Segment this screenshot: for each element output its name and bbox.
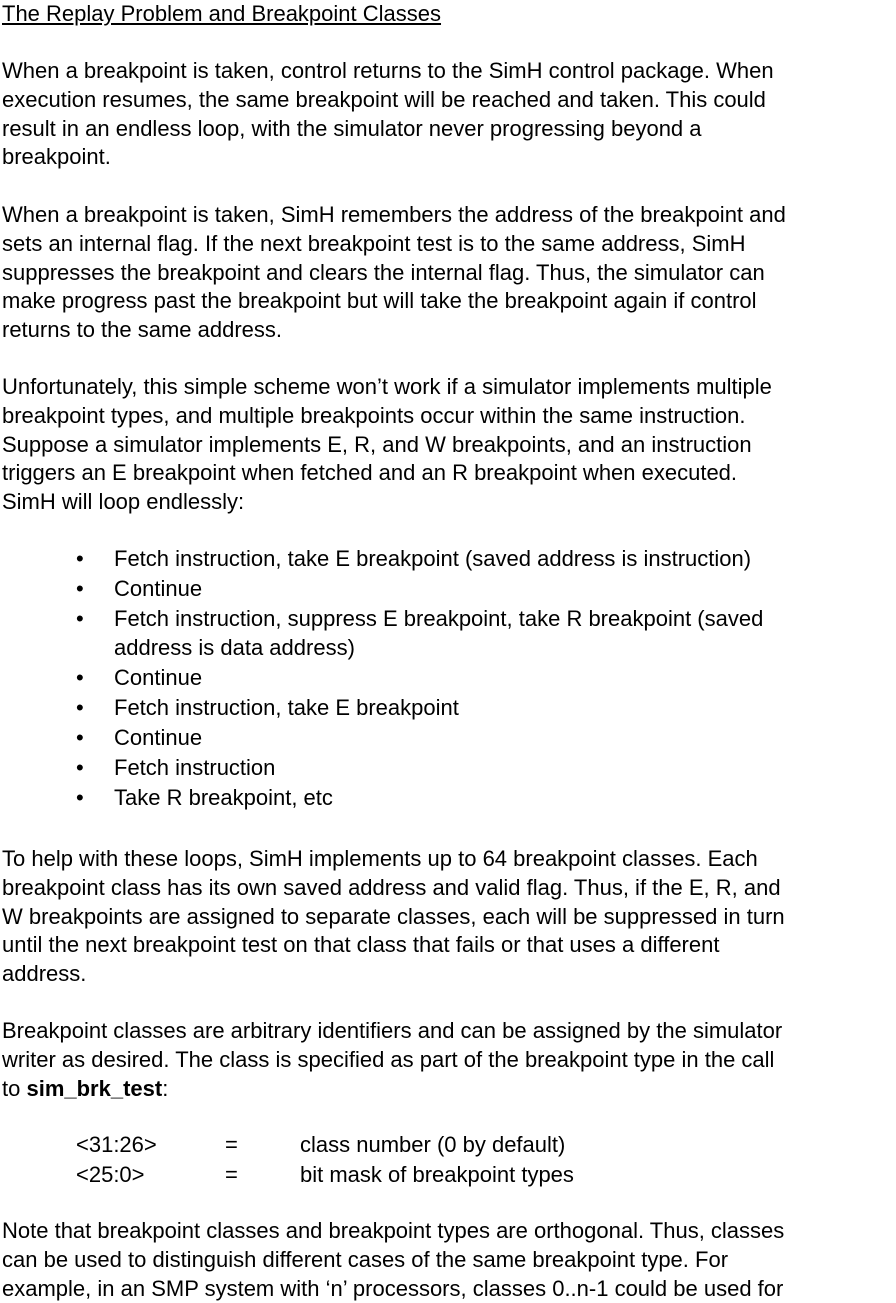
text-line: When a breakpoint is taken, control returns to the SimH control package. When [2, 58, 774, 83]
bullet-icon: • [76, 785, 84, 811]
list-item [0, 694, 896, 723]
paragraph-class-identifiers [2, 1017, 894, 1103]
text-line: Breakpoint classes are arbitrary identifiers and can be assigned by the simulator [2, 1018, 783, 1043]
list-item-text: Fetch instruction, suppress E breakpoint, take R breakpoint (saved [114, 606, 764, 632]
bit-description: class number (0 by default) [300, 1132, 566, 1157]
bullet-icon: • [76, 665, 84, 691]
text-line: can be used to distinguish different cases of the same breakpoint type. For [2, 1246, 729, 1272]
text-line: To help with these loops, SimH implements up to 64 breakpoint classes. Each [2, 846, 758, 871]
list-item [0, 724, 896, 753]
text-line: sets an internal flag. If the next breakpoint test is to the same address, SimH [2, 230, 746, 256]
text-line: When a breakpoint is taken, SimH remembers the address of the breakpoint and [2, 202, 786, 227]
text-line: example, in an SMP system with ‘n’ processors, classes 0..n-1 could be used for [2, 1275, 784, 1301]
list-item-text: Continue [114, 665, 203, 691]
text-line: suppresses the breakpoint and clears the internal flag. Thus, the simulator can [2, 259, 765, 285]
paragraph-breakpoint-classes [2, 845, 894, 989]
section-heading: The Replay Problem and Breakpoint Classes [2, 1, 442, 26]
list-item-text: Continue [114, 576, 203, 602]
bitfield-row [0, 1131, 896, 1161]
list-item-text: Fetch instruction, take E breakpoint [114, 695, 459, 721]
paragraph-orthogonal [2, 1217, 894, 1303]
list-item [0, 545, 896, 574]
text-line: Note that breakpoint classes and breakpoint types are orthogonal. Thus, classes [2, 1218, 785, 1243]
list-item [0, 605, 896, 663]
text-line: breakpoint types, and multiple breakpoints occur within the same instruction. [2, 402, 746, 428]
bullet-icon: • [76, 695, 84, 721]
text-line: address. [2, 961, 87, 987]
bullet-icon: • [76, 725, 84, 751]
text-line: writer as desired. The class is specified as part of the breakpoint type in the call [2, 1046, 775, 1072]
paragraph-replay-intro [2, 57, 894, 172]
list-item-text: Continue [114, 725, 203, 751]
text-line: breakpoint. [2, 144, 111, 170]
list-item [0, 575, 896, 604]
list-item-text: address is data address) [114, 634, 355, 660]
text-line: Unfortunately, this simple scheme won’t work if a simulator implements multiple [2, 374, 772, 399]
bullet-icon: • [76, 606, 84, 632]
bitfield-table [0, 1131, 896, 1190]
text-fragment: to [2, 1075, 27, 1101]
bullet-icon: • [76, 755, 84, 781]
list-item [0, 784, 896, 813]
text-line: make progress past the breakpoint but will take the breakpoint again if control [2, 288, 757, 314]
text-line: execution resumes, the same breakpoint will be reached and taken. This could [2, 86, 766, 112]
equals-sign: = [225, 1161, 238, 1187]
equals-sign: = [225, 1132, 238, 1157]
text-line: triggers an E breakpoint when fetched and an R breakpoint when executed. [2, 460, 738, 486]
text-line: result in an endless loop, with the simulator never progressing beyond a [2, 115, 702, 141]
bullet-icon: • [76, 546, 84, 571]
text-line: until the next breakpoint test on that class that fails or that uses a different [2, 932, 720, 958]
list-item-text: Fetch instruction [114, 755, 276, 781]
list-item [0, 754, 896, 783]
bit-range: <31:26> [76, 1132, 157, 1157]
bullet-icon: • [76, 576, 84, 602]
loop-steps-list [0, 545, 896, 813]
list-item-text: Take R breakpoint, etc [114, 785, 333, 811]
bit-range: <25:0> [76, 1161, 145, 1187]
text-line: SimH will loop endlessly: [2, 489, 245, 515]
text-line [2, 1075, 894, 1104]
text-line: returns to the same address. [2, 317, 283, 343]
text-line: Suppose a simulator implements E, R, and W breakpoints, and an instruction [2, 431, 752, 457]
paragraph-simh-remembers [2, 201, 894, 345]
text-line: W breakpoints are assigned to separate classes, each will be suppressed in turn [2, 903, 785, 929]
bitfield-row [0, 1161, 896, 1191]
function-name: sim_brk_test [26, 1075, 163, 1101]
paragraph-unfortunately [2, 373, 894, 517]
text-line: breakpoint class has its own saved address and valid flag. Thus, if the E, R, and [2, 874, 781, 900]
text-fragment: : [162, 1075, 169, 1101]
list-item [0, 664, 896, 693]
bit-description: bit mask of breakpoint types [300, 1161, 574, 1187]
list-item-text: Fetch instruction, take E breakpoint (saved address is instruction) [114, 546, 752, 571]
